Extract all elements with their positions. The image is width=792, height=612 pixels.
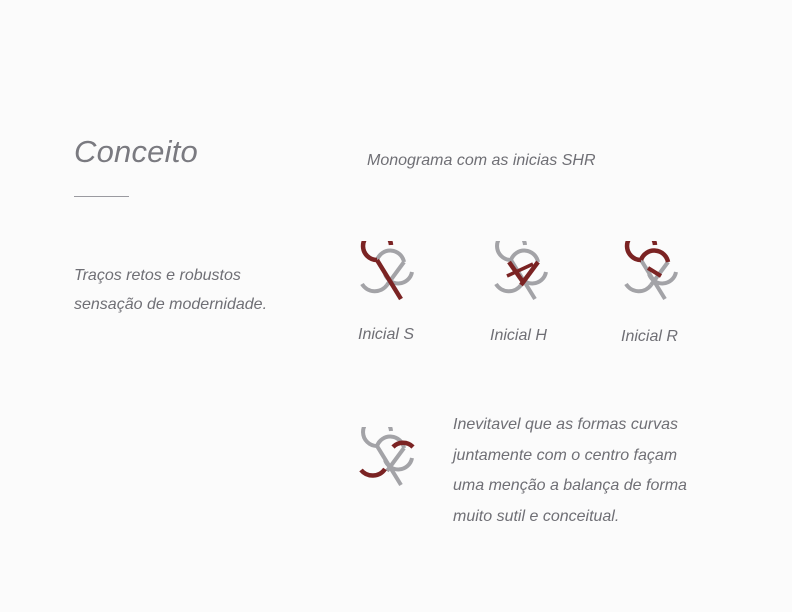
balance-line: Inevitavel que as formas curvas (453, 416, 678, 433)
monogram-h-icon (491, 241, 549, 303)
title-underline (74, 196, 129, 197)
monogram-s-icon (357, 241, 415, 303)
monogram-h-highlighted (491, 241, 549, 303)
caption-inicial-h: Inicial H (490, 327, 547, 344)
concept-line: sensação de modernidade. (74, 296, 268, 313)
page-subtitle: Monograma com as inicias SHR (367, 152, 596, 169)
balance-line: juntamente com o centro façam (453, 446, 678, 464)
balance-description (453, 410, 687, 532)
monogram-balance-icon (357, 427, 415, 489)
monogram-r-highlighted (621, 241, 679, 303)
caption-inicial-r: Inicial R (621, 328, 678, 345)
monogram-s-highlighted (357, 241, 415, 303)
caption-inicial-s: Inicial S (358, 326, 415, 343)
page-title: Conceito (74, 134, 198, 169)
balance-line: uma menção a balança de forma (453, 477, 687, 494)
concept-line: Traços retos e robustos (74, 267, 241, 284)
monogram-r-icon (621, 241, 679, 303)
balance-line: muito sutil e conceitual. (453, 507, 620, 525)
monogram-balance (357, 427, 415, 489)
concept-description (74, 261, 267, 319)
